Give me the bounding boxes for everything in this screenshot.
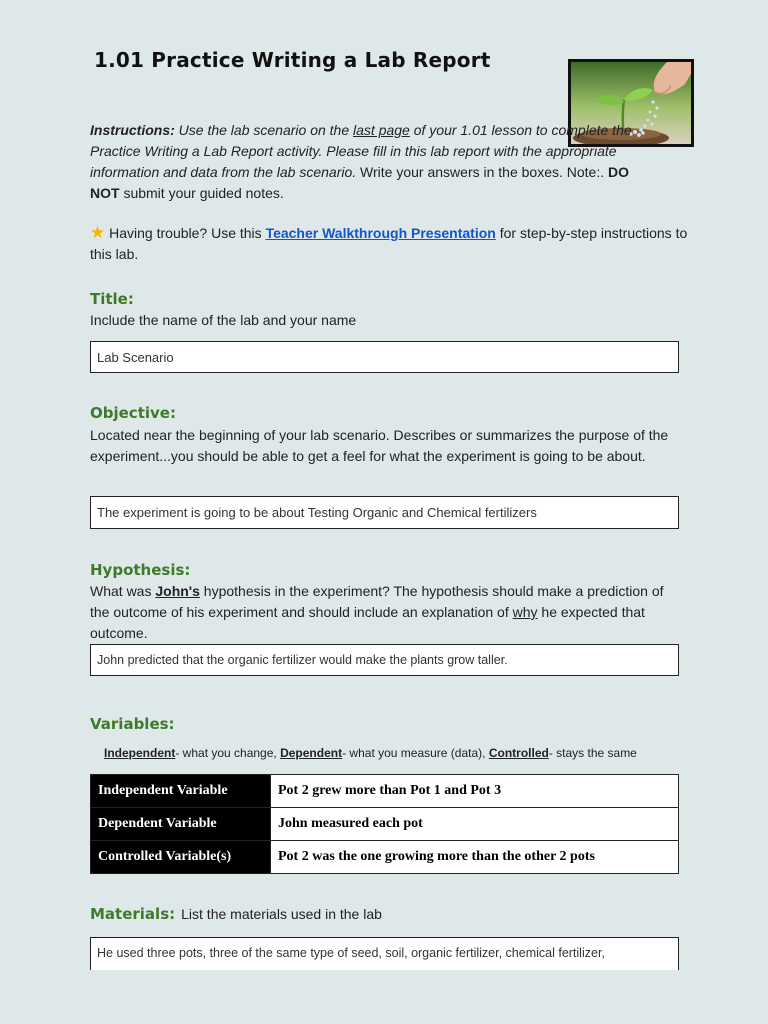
table-row bbox=[91, 808, 679, 841]
hypothesis-answer-box[interactable]: John predicted that the organic fertilizer would make the plants grow taller. bbox=[90, 644, 679, 676]
controlled-variable-label: Controlled Variable(s) bbox=[91, 841, 271, 874]
title-answer-box[interactable]: Lab Scenario bbox=[90, 341, 679, 373]
help-paragraph bbox=[90, 222, 690, 265]
objective-prompt: Located near the beginning of your lab scenario. Describes or summarizes the purpose of the experiment...you should be able to get a feel for what the experiment is going to be about. bbox=[90, 427, 669, 464]
instructions-paragraph bbox=[90, 120, 650, 204]
legend-controlled-desc: - stays the same bbox=[548, 746, 637, 760]
objective-heading: Objective: bbox=[90, 404, 176, 422]
variables-legend bbox=[104, 746, 637, 760]
materials-answer-box[interactable]: He used three pots, three of the same type of seed, soil, organic fertilizer, chemical fertilizer, bbox=[90, 937, 679, 970]
hypothesis-prompt-1: What was bbox=[90, 583, 156, 599]
dependent-variable-value[interactable]: John measured each pot bbox=[271, 808, 679, 841]
instructions-text-4: submit your guided notes. bbox=[119, 185, 284, 201]
page-title: 1.01 Practice Writing a Lab Report bbox=[94, 48, 491, 72]
legend-dependent: Dependent bbox=[280, 746, 343, 760]
johns-name: John's bbox=[155, 583, 200, 599]
instructions-text-2: of your 1.01 lesson to complete the Practice Writing a Lab Report activity. Please fill in this lab report with the appropriate information and data from the lab scenario. bbox=[90, 122, 632, 180]
variables-table bbox=[90, 774, 679, 874]
legend-dependent-desc: - what you measure (data), bbox=[342, 746, 489, 760]
help-text-1: Having trouble? Use this bbox=[105, 225, 266, 241]
independent-variable-label: Independent Variable bbox=[91, 775, 271, 808]
hypothesis-prompt-2: hypothesis in the experiment? The hypothesis should make a prediction of the outcome of his experiment and should include an explanation of bbox=[90, 583, 664, 620]
instructions-text-3: Write your answers in the boxes. Note:. bbox=[356, 164, 609, 180]
controlled-variable-value[interactable]: Pot 2 was the one growing more than the other 2 pots bbox=[271, 841, 679, 874]
why-underlined: why bbox=[512, 604, 538, 620]
last-page-link[interactable]: last page bbox=[353, 122, 410, 138]
objective-answer-box[interactable]: The experiment is going to be about Testing Organic and Chemical fertilizers bbox=[90, 496, 679, 529]
instructions-text-1: Use the lab scenario on the bbox=[174, 122, 354, 138]
hypothesis-heading: Hypothesis: bbox=[90, 561, 191, 579]
teacher-walkthrough-link[interactable]: Teacher Walkthrough Presentation bbox=[265, 225, 496, 241]
independent-variable-value[interactable]: Pot 2 grew more than Pot 1 and Pot 3 bbox=[271, 775, 679, 808]
materials-heading bbox=[90, 905, 382, 923]
hypothesis-prompt bbox=[90, 581, 680, 644]
legend-controlled: Controlled bbox=[488, 746, 549, 760]
legend-independent-desc: - what you change, bbox=[175, 746, 281, 760]
star-icon: ★ bbox=[90, 223, 106, 242]
table-row bbox=[91, 775, 679, 808]
variables-heading: Variables: bbox=[90, 715, 175, 733]
legend-independent: Independent bbox=[104, 746, 176, 760]
instructions-lead: Instructions: bbox=[90, 122, 175, 138]
do-not-emphasis: DO NOT bbox=[90, 164, 630, 201]
dependent-variable-label: Dependent Variable bbox=[91, 808, 271, 841]
materials-prompt: List the materials used in the lab bbox=[181, 906, 382, 922]
help-text-2: for step-by-step instructions to this lab. bbox=[90, 225, 688, 262]
title-prompt: Include the name of the lab and your name bbox=[90, 312, 357, 328]
title-heading: Title: bbox=[90, 290, 134, 308]
table-row bbox=[91, 841, 679, 874]
hypothesis-prompt-3: he expected that outcome. bbox=[90, 604, 645, 641]
materials-heading-text: Materials: bbox=[90, 905, 176, 923]
